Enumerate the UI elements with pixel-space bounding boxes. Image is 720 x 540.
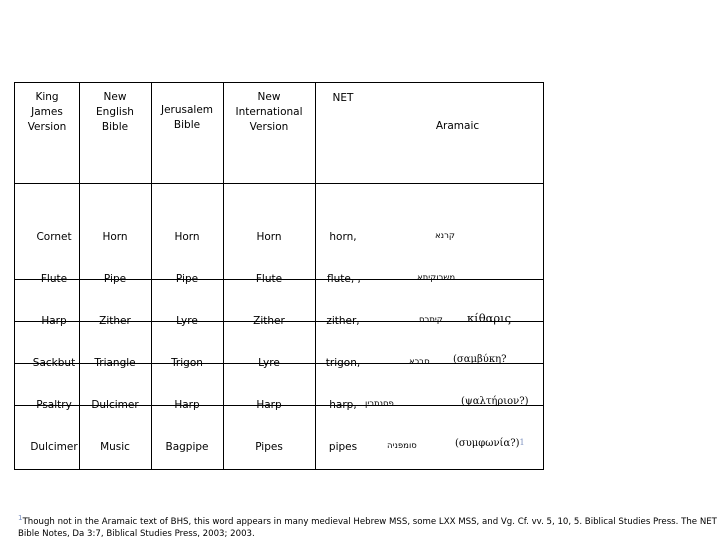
- cell-niv: Lyre: [258, 357, 280, 369]
- cell-niv: Horn: [256, 231, 282, 243]
- row-divider: [15, 183, 543, 184]
- footnote-reference[interactable]: 1: [519, 438, 525, 447]
- cell-niv: Harp: [256, 399, 282, 411]
- cell-jb: Harp: [174, 399, 200, 411]
- header-kjv: King James Version: [27, 90, 67, 133]
- footnote: [18, 512, 718, 540]
- cell-kjv: Dulcimer: [30, 441, 78, 453]
- cell-aramaic-greek: (σαμβύκη?: [453, 354, 507, 365]
- cell-net: zither,: [326, 315, 360, 327]
- cell-aramaic-hebrew: סומפניה: [387, 441, 417, 451]
- cell-aramaic-hebrew: קיתרס: [419, 315, 443, 325]
- cell-net: trigon,: [325, 357, 361, 369]
- aramaic-greek-text: (συμφωνία?): [455, 438, 520, 449]
- cell-net: pipes: [328, 441, 358, 453]
- cell-kjv: Harp: [41, 315, 67, 327]
- instrument-translation-table: [14, 82, 544, 470]
- cell-neb: Triangle: [94, 357, 136, 369]
- header-neb: New English Bible: [96, 90, 134, 133]
- cell-neb: Horn: [102, 231, 128, 243]
- cell-aramaic-hebrew: משרוקיתא: [417, 273, 456, 283]
- cell-aramaic-greek: κίθαρις: [467, 311, 512, 325]
- cell-kjv: Flute: [40, 273, 68, 285]
- cell-net: horn,: [329, 231, 357, 243]
- cell-neb: Zither: [99, 315, 131, 327]
- cell-aramaic-greek: (ψαλτήριον?): [461, 396, 529, 407]
- header-aramaic: Aramaic: [435, 119, 480, 132]
- cell-neb: Pipe: [103, 273, 127, 285]
- header-net: NET: [332, 91, 354, 104]
- header-niv: New International Version: [235, 90, 303, 133]
- cell-kjv: Psaltry: [36, 399, 72, 411]
- header-jb: Jerusalem Bible: [160, 104, 214, 131]
- cell-aramaic-hebrew: פסנתרין: [365, 399, 394, 409]
- cell-kjv: Sackbut: [32, 357, 76, 369]
- cell-niv: Pipes: [255, 441, 283, 453]
- footnote-text: Though not in the Aramaic text of BHS, this word appears in many medieval Hebrew MSS, some LXX MSS, and Vg. Cf. vv. 5, 10, 5. Biblical Studies Press. The NET Bible Notes, Da 3:7, Biblical Studies Press, 2003; 2003.: [18, 516, 717, 539]
- cell-jb: Bagpipe: [165, 441, 209, 453]
- cell-aramaic-hebrew: קרנא: [435, 231, 455, 241]
- cell-aramaic-hebrew: סבכא: [409, 357, 430, 367]
- cell-jb: Pipe: [175, 273, 199, 285]
- cell-jb: Lyre: [176, 315, 198, 327]
- cell-niv: Flute: [255, 273, 283, 285]
- cell-net: harp,: [329, 399, 357, 411]
- cell-jb: Trigon: [171, 357, 203, 369]
- cell-neb: Music: [100, 441, 130, 453]
- cell-aramaic-greek: [455, 438, 525, 449]
- cell-net: flute, ,: [327, 273, 361, 285]
- cell-kjv: Cornet: [36, 231, 72, 243]
- cell-niv: Zither: [253, 315, 285, 327]
- footnote-mark[interactable]: 1: [18, 513, 23, 522]
- cell-neb: Dulcimer: [91, 399, 139, 411]
- cell-jb: Horn: [174, 231, 200, 243]
